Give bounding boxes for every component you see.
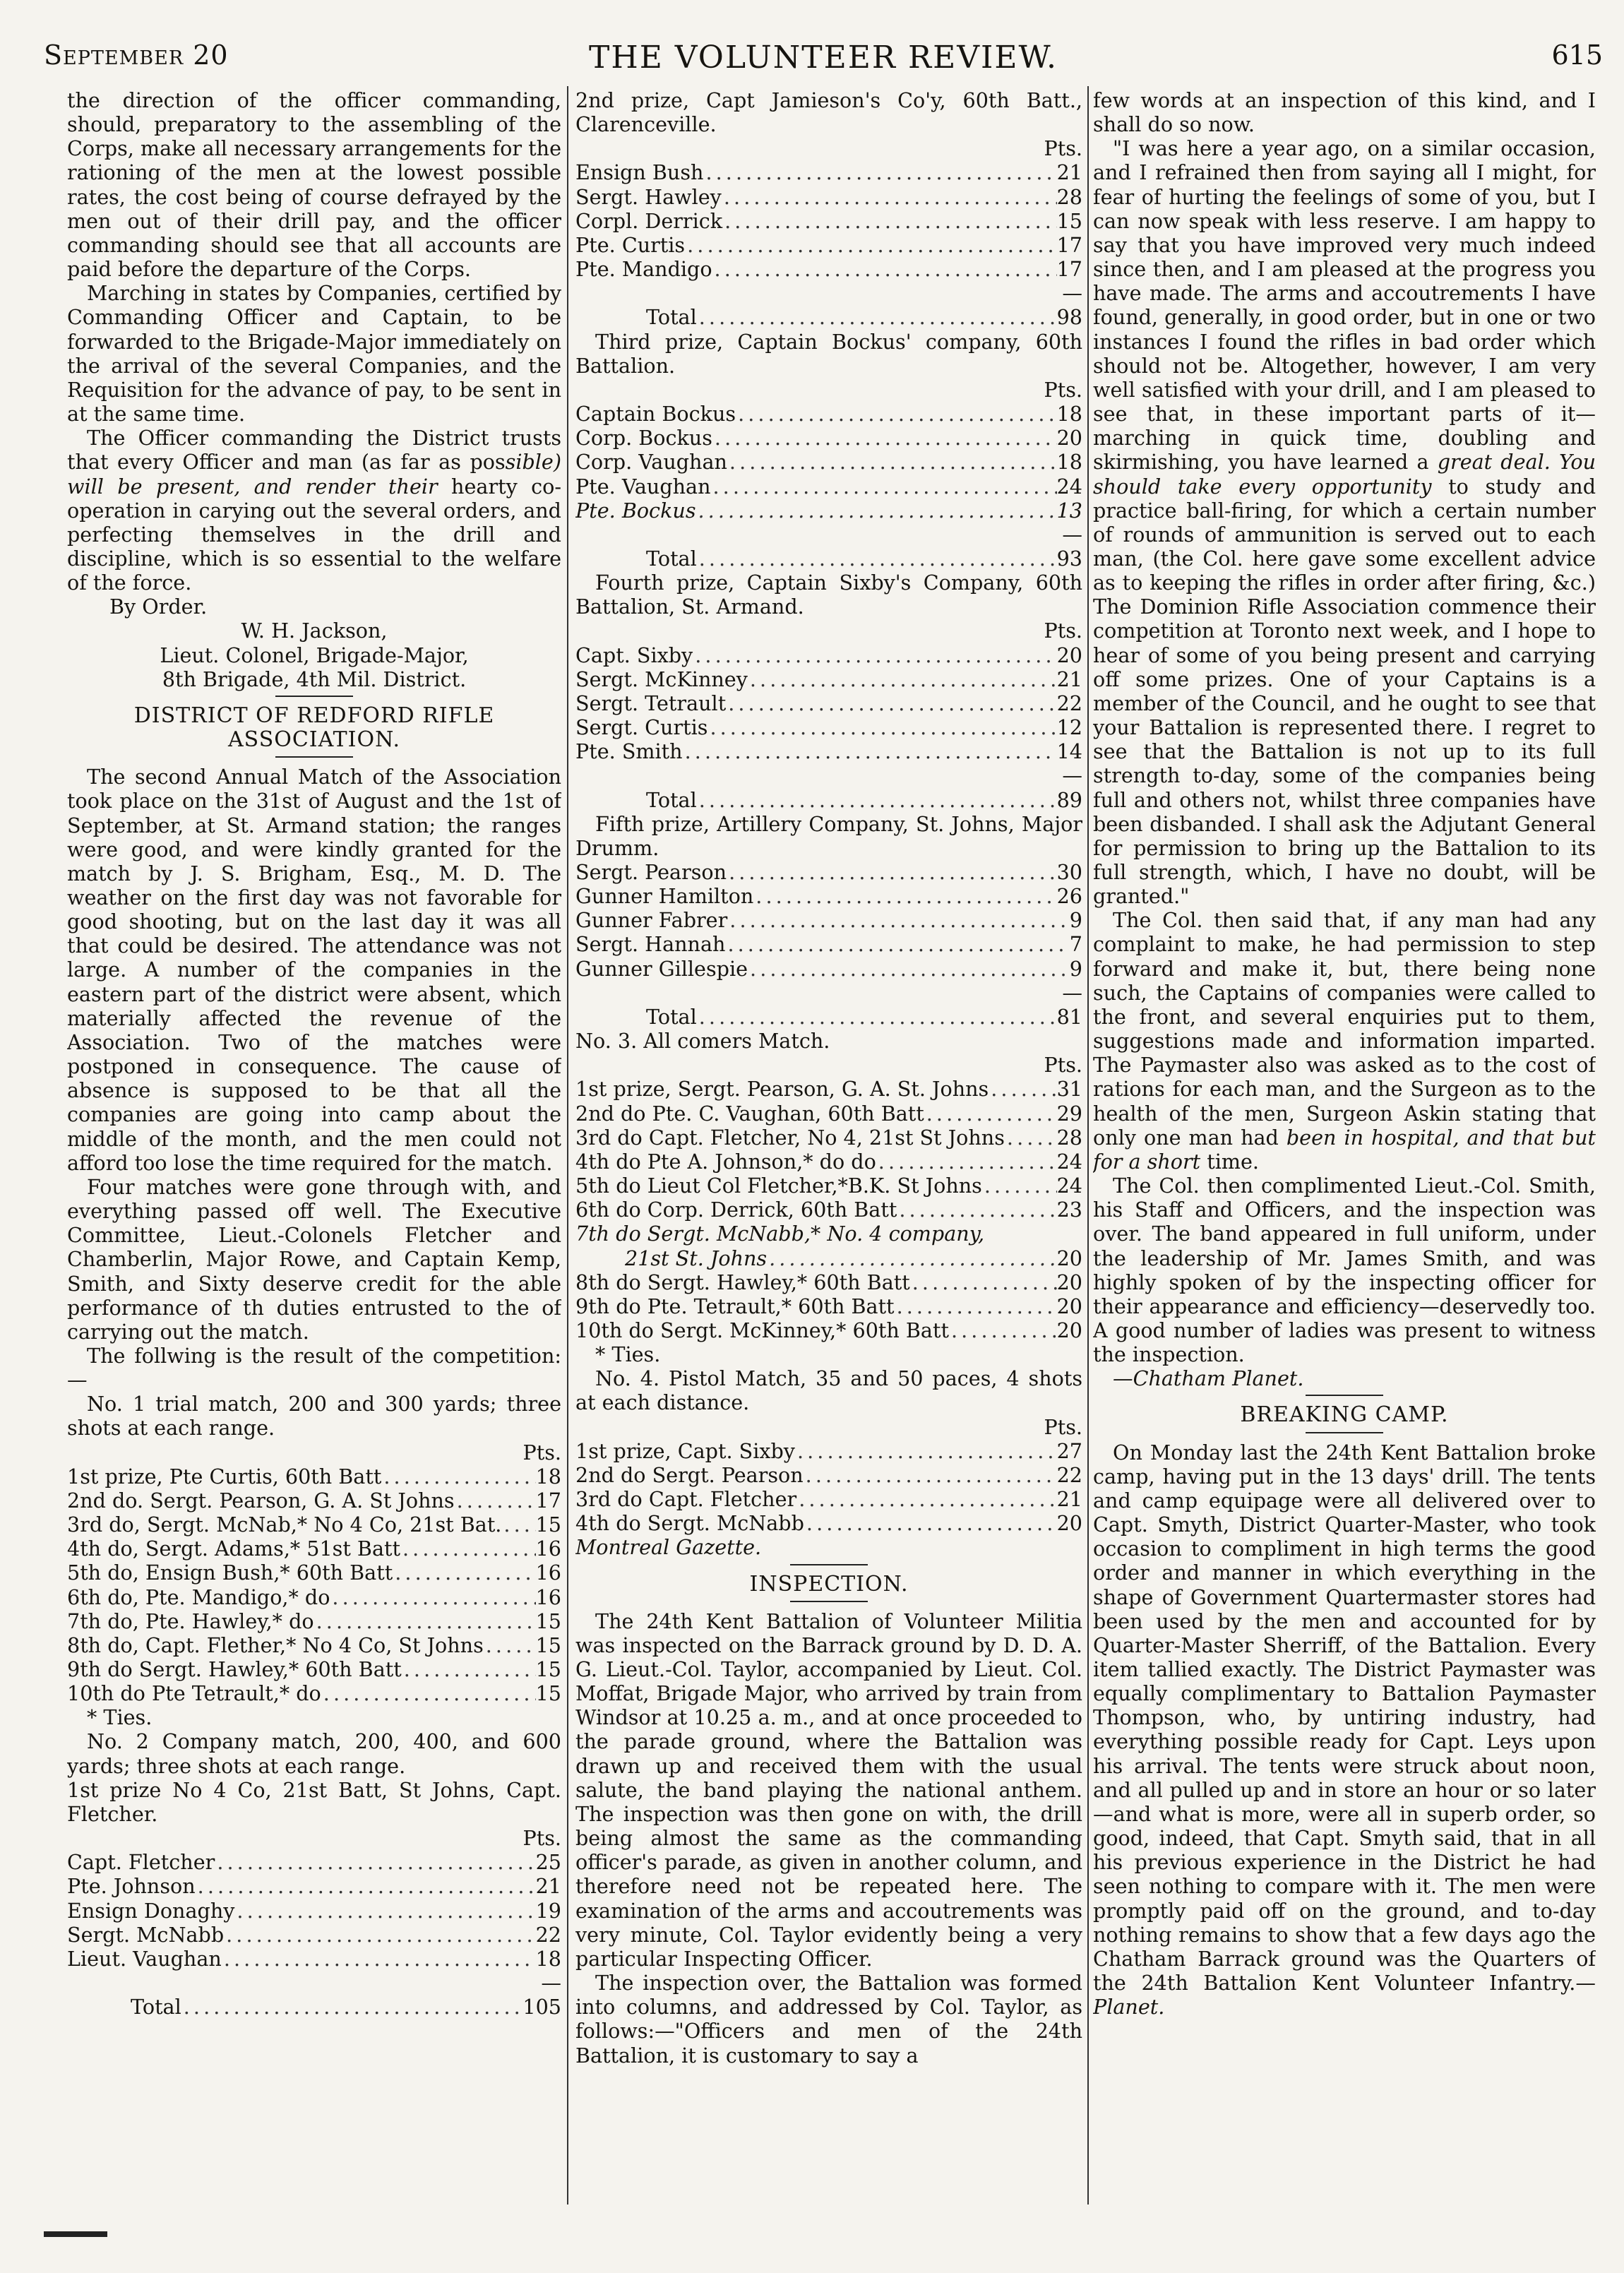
paragraph: The Col. then said that, if any man had any complaint to make, he had permission to step forward and make it, but, there being none such, the Captains of companies were called to the front, and several enquiries put to them, suggestions made and information imparted. The Paymaster also was asked as to the cost of rations for each man, and the Surgeon as to the health of the men, Surgeon Askin stating that only one man had been in hospital, and that but for a short time. — [1093, 908, 1596, 1174]
result-row — [575, 1150, 1082, 1174]
result-label: Sergt. McKinney — [575, 667, 748, 691]
result-label: 10th do Sergt. McKinney,* 60th Batt — [575, 1318, 949, 1342]
leader-dots — [234, 1899, 535, 1923]
result-label: 2nd do Pte. C. Vaughan, 60th Batt — [575, 1101, 924, 1126]
result-points: 13 — [1056, 498, 1082, 523]
result-row — [67, 1561, 561, 1585]
leader-dots — [910, 1270, 1057, 1294]
result-label: 1st prize, Sergt. Pearson, G. A. St. Johns — [575, 1077, 989, 1102]
result-label: Captain Bockus — [575, 402, 736, 426]
page-footer-rule — [44, 2231, 107, 2237]
result-row — [575, 402, 1082, 426]
source-credit: —Chatham Planet. — [1113, 1366, 1304, 1391]
result-label: Sergt. Curtis — [575, 715, 708, 740]
result-row — [575, 1463, 1082, 1487]
result-row — [575, 1318, 1082, 1342]
result-label: 1st prize, Capt. Sixby — [575, 1438, 795, 1463]
result-row — [575, 426, 1082, 450]
result-points: 17 — [1056, 232, 1082, 257]
result-row — [575, 667, 1082, 691]
result-row — [575, 1511, 1082, 1535]
leader-dots — [314, 1609, 536, 1633]
leader-dots — [381, 1464, 535, 1489]
result-row — [67, 1585, 561, 1609]
result-points: 31 — [1056, 1077, 1082, 1102]
result-row — [575, 1198, 1082, 1222]
result-label: 7th do, Pte. Hawley,* do — [67, 1609, 314, 1633]
column-rule — [567, 86, 568, 2205]
result-points: 15 — [535, 1633, 561, 1657]
leader-dots — [712, 257, 1057, 281]
result-points: 18 — [1056, 450, 1082, 475]
result-points: 24 — [1056, 474, 1082, 499]
result-row — [575, 475, 1082, 499]
result-points: 21 — [535, 1874, 561, 1899]
column-2 — [575, 88, 1082, 2214]
result-points: 17 — [535, 1488, 561, 1513]
newspaper-title: THE VOLUNTEER REVIEW. — [588, 40, 1058, 76]
result-points: 25 — [535, 1850, 561, 1875]
result-points: 22 — [535, 1922, 561, 1947]
divider — [275, 696, 353, 697]
result-label: Pte. Smith — [575, 739, 683, 764]
results-list — [67, 1850, 561, 1971]
article-heading: BREAKING CAMP. — [1240, 1402, 1449, 1428]
leader-dots — [501, 1513, 535, 1537]
article-heading: ASSOCIATION. — [228, 727, 400, 753]
leader-dots — [748, 667, 1057, 691]
leader-dots — [895, 1294, 1057, 1318]
result-row — [575, 860, 1082, 884]
paragraph: On Monday last the 24th Kent Battalion broke camp, having put in the 13 days' drill. The tents and camp equipage were all delivered over to Capt. Smyth, District Quarter-Master, who took occasion to compliment in high terms the good order and manner in which everything in the shape of Government Quartermaster stores had been used by the men and accounted for by Quarter-Master Sherriff, of the Battalion. Every item tallied exactly. The District Paymaster was equally complimentary to Battalion Paymaster Thompson, who, by untiring industry, had everything possible ready for Capt. Leys upon his arrival. The tents were struck about noon, and all pulled up and in store an hour or so later—and what is more, were all in superb order, so good, indeed, that Capt. Smyth said, that in all his previous experience in the District he had seen nothing to compare with it. The men were promptly paid off on the ground, and to-day nothing remains to show that a few days ago the Chatham Barrack ground was the Quarters of the 24th Battalion Kent Volunteer Infantry.—Planet. — [1093, 1440, 1596, 2020]
result-points: 19 — [535, 1898, 561, 1923]
total-row: Total . . . 98 — [575, 305, 1082, 329]
signature-name: W. H. Jackson, — [241, 619, 388, 643]
paragraph: Four matches were gone through with, and everything passed off well. The Executive Committee, Lieut.-Colonels Fletcher and Chamberlin, Major Rowe, and Captain Kemp, Smith, and Sixty deserve credit for the able performance of th duties entrusted to the of carrying out the match. — [67, 1174, 561, 1344]
result-label: 4th do Sergt. McNabb — [575, 1511, 804, 1536]
column-3 — [1093, 88, 1596, 2214]
divider — [1306, 1395, 1383, 1396]
ties-note: * Ties. — [595, 1342, 661, 1367]
points-header: Pts. — [1044, 377, 1082, 402]
paragraph: The Col. then complimented Lieut.-Col. Smith, his Staff and Officers, and the inspection was over. The band appeared in full uniform, under the leadership of Mr. James Smith, and was highly spoken of by the inspecting officer for their appearance and efficiency—deservedly too. A good number of ladies was present to witness the inspection. — [1093, 1174, 1596, 1367]
result-points: 21 — [1056, 667, 1082, 691]
result-label: Gunner Gillespie — [575, 956, 748, 981]
leader-dots — [712, 426, 1057, 450]
result-label: 6th do Corp. Derrick, 60th Batt — [575, 1198, 897, 1222]
result-row — [67, 1899, 561, 1923]
dash: — — [1062, 522, 1082, 547]
leader-dots — [949, 1318, 1057, 1342]
result-row — [575, 1102, 1082, 1126]
leader-dots — [722, 185, 1057, 209]
leader-dots — [321, 1681, 536, 1705]
result-points: 7 — [1069, 932, 1082, 957]
result-row — [575, 1174, 1082, 1198]
result-label: Capt. Fletcher — [67, 1850, 215, 1875]
leader-dots — [400, 1537, 536, 1561]
result-label: 5th do, Ensign Bush,* 60th Batt — [67, 1561, 393, 1585]
result-label: Sergt. Hawley — [575, 184, 722, 209]
paragraph: The inspection over, the Battalion was formed into columns, and addressed by Col. Taylor, as follows:—"Officers and men of the 24th Battalion, it is customary to say a — [575, 1971, 1082, 2068]
result-row — [575, 1126, 1082, 1150]
result-label: 3rd do, Sergt. McNab,* No 4 Co, 21st Bat. — [67, 1513, 502, 1537]
result-points: 28 — [1056, 1125, 1082, 1150]
result-label: Sergt. Hannah — [575, 932, 726, 957]
result-row — [575, 1294, 1082, 1318]
paragraph: The 24th Kent Battalion of Volunteer Militia was inspected on the Barrack ground by D. D. A. G. Lieut.-Col. Taylor, accompanied by Lieut. Col. Moffat, Brigade Major, who arrived by train from Windsor at 10.25 a. m., and at once proceeded to the parade ground, where the Battalion was drawn up and received them with the usual salute, the band playing the national anthem. The inspection was then gone on with, the drill being almost the same as the commanding officer's parade, as given in another column, and therefore need not be repeated here. The examination of the arms and accoutrements was very minute, Col. Taylor evidently being a very particular Inspecting Officer. — [575, 1609, 1082, 1971]
article-heading: INSPECTION. — [749, 1571, 909, 1597]
dash: — — [541, 1971, 561, 1995]
result-label: Gunner Hamilton — [575, 884, 754, 909]
results-list — [575, 402, 1082, 523]
leader-dots — [222, 1947, 536, 1971]
paragraph: 2nd prize, Capt Jamieson's Co'y, 60th Batt., Clarenceville. — [575, 88, 1082, 137]
result-label: 3rd do Capt. Fletcher — [575, 1487, 797, 1512]
result-points: 30 — [1056, 860, 1082, 884]
column-1 — [67, 88, 561, 2214]
result-points: 23 — [1056, 1198, 1082, 1222]
page-number: 615 — [1551, 40, 1603, 71]
results-list — [575, 1077, 1082, 1222]
results-list — [575, 160, 1082, 281]
leader-dots — [924, 1102, 1057, 1126]
result-row — [575, 908, 1082, 932]
dash: — — [1062, 763, 1082, 788]
leader-dots — [727, 450, 1057, 474]
dash: — — [1062, 281, 1082, 306]
result-points: 15 — [535, 1681, 561, 1706]
result-row — [67, 1537, 561, 1561]
leader-dots — [693, 643, 1056, 667]
result-label: Sergt. McNabb — [67, 1922, 225, 1947]
result-label: Pte. Bockus — [575, 498, 696, 523]
result-points: 16 — [535, 1585, 561, 1609]
paragraph: No. 1 trial match, 200 and 300 yards; three shots at each range. — [67, 1392, 561, 1440]
result-row — [67, 1633, 561, 1657]
results-list — [575, 1439, 1082, 1536]
leader-dots — [982, 1174, 1057, 1198]
results-list — [575, 1270, 1082, 1342]
paragraph: 1st prize No 4 Co, 21st Batt, St Johns, Capt. Fletcher. — [67, 1777, 561, 1826]
signature-title: 8th Brigade, 4th Mil. District. — [162, 667, 467, 691]
points-header: Pts. — [523, 1826, 561, 1851]
result-row — [575, 884, 1082, 908]
leader-dots — [804, 1511, 1057, 1535]
result-label: Pte. Vaughan — [575, 474, 711, 499]
total-row: Total . . . 93 — [575, 547, 1082, 571]
paragraph: No. 2 Company match, 200, 400, and 600 yards; three shots at each range. — [67, 1729, 561, 1778]
paragraph: "I was here a year ago, on a similar occasion, and I refrained then from saying all I might, for fear of hurting the feelings of some of you, but I can now speak with less reserve. I am happy to say that you have improved very much indeed since then, and I am pleased at the progress you have made. The arms and accoutrements I have found, generally, in good order, but in one or two instances I found the rifles in bad order which should not be. Altogether, however, I am very well satisfied with your drill, and I am pleased to see that, in these important parts of it—marching in quick time, doubling and skirmishing, you have learned a great deal. You should take every opportunity to study and practice ball-firing, for which a certain number of rounds of ammunition is served out to each man, (the Col. here gave some excellent advice as to keeping the rifles in order after firing, &c.) The Dominion Rifle Association commence their competition at Toronto next week, and I hope to hear of some of you being present and carrying off some prizes. One of your Captains is a member of the Council, and he ought to see that your Battalion is represented there. I regret to see that the Battalion is not up to its full strength to-day, some of the companies being full and others not, whilst three companies have been disbanded. I shall ask the Adjutant General for permission to bring up the Battalion to its full strength, which, I have no doubt, will be granted." — [1093, 136, 1596, 909]
leader-dots — [796, 1487, 1056, 1511]
leader-dots — [685, 233, 1057, 257]
result-row — [575, 160, 1082, 184]
paragraph: few words at an inspection of this kind, and I shall do so now. — [1093, 88, 1596, 137]
source-credit: Montreal Gazette. — [575, 1535, 762, 1560]
leader-dots — [393, 1561, 535, 1585]
leader-dots — [726, 691, 1056, 715]
result-row — [67, 1923, 561, 1947]
result-points: 18 — [1056, 402, 1082, 426]
leader-dots — [727, 908, 1070, 932]
leader-dots — [1005, 1126, 1057, 1150]
result-row — [67, 1850, 561, 1874]
result-label: Corpl. Derrick — [575, 208, 723, 233]
article-heading: DISTRICT OF REDFORD RIFLE — [133, 703, 495, 728]
result-points: 18 — [535, 1946, 561, 1971]
divider — [790, 1601, 868, 1602]
result-row — [575, 691, 1082, 715]
result-label: 1st prize, Pte Curtis, 60th Batt — [67, 1464, 382, 1489]
result-points: 18 — [535, 1464, 561, 1489]
result-points: 21 — [1056, 1487, 1082, 1512]
total-row: Total . . . 89 — [575, 788, 1082, 812]
result-label: Corp. Vaughan — [575, 450, 727, 475]
result-points: 22 — [1056, 691, 1082, 715]
result-points: 14 — [1056, 739, 1082, 764]
result-row — [67, 1489, 561, 1513]
result-points: 20 — [1056, 1318, 1082, 1342]
result-label: 8th do, Capt. Flether,* No 4 Co, St Johns — [67, 1633, 484, 1657]
leader-dots — [795, 1439, 1057, 1463]
result-points: 24 — [1056, 1149, 1082, 1174]
result-points: 27 — [1056, 1438, 1082, 1463]
leader-dots — [736, 402, 1057, 426]
result-label: 9th do Sergt. Hawley,* 60th Batt — [67, 1657, 402, 1681]
result-row — [575, 957, 1082, 981]
leader-dots — [711, 475, 1057, 499]
result-row — [67, 1947, 561, 1971]
result-points: 16 — [535, 1537, 561, 1561]
points-header: Pts. — [1044, 1414, 1082, 1439]
results-list — [575, 643, 1082, 764]
result-row — [575, 739, 1082, 763]
result-points: 15 — [535, 1657, 561, 1681]
leader-dots — [215, 1850, 535, 1874]
paragraph: The follwing is the result of the competition:— — [67, 1343, 561, 1392]
points-header: Pts. — [1044, 1053, 1082, 1078]
leader-dots — [683, 739, 1057, 763]
leader-dots — [703, 160, 1056, 184]
result-row — [67, 1657, 561, 1681]
dash: — — [1062, 980, 1082, 1005]
ties-note: * Ties. — [87, 1705, 153, 1730]
leader-dots — [330, 1585, 535, 1609]
result-row — [575, 643, 1082, 667]
result-label: Sergt. Pearson — [575, 860, 727, 884]
divider — [1306, 1432, 1383, 1433]
result-row — [67, 1464, 561, 1489]
result-row — [575, 233, 1082, 257]
result-points: 15 — [1056, 208, 1082, 233]
result-points: 15 — [535, 1609, 561, 1633]
result-points: 15 — [535, 1513, 561, 1537]
result-label: 9th do Pte. Tetrault,* 60th Batt — [575, 1294, 895, 1318]
result-points: 21 — [1056, 160, 1082, 185]
result-row: 21st St. Johns . . . 20 — [575, 1246, 1082, 1270]
result-row — [575, 932, 1082, 956]
result-label: Ensign Bush — [575, 160, 704, 185]
leader-dots — [722, 209, 1057, 233]
result-label: Pte. Curtis — [575, 232, 686, 257]
result-row — [575, 257, 1082, 281]
result-label: 2nd do. Sergt. Pearson, G. A. St Johns — [67, 1488, 455, 1513]
result-label: 5th do Lieut Col Fletcher,*B.K. St Johns — [575, 1174, 982, 1198]
total-row: Total . . . 81 — [575, 1005, 1082, 1029]
result-label: 4th do, Sergt. Adams,* 51st Batt — [67, 1537, 400, 1561]
result-row — [67, 1681, 561, 1705]
leader-dots — [725, 932, 1069, 956]
paragraph: Fourth prize, Captain Sixby's Company, 60th Battalion, St. Armand. — [575, 571, 1082, 619]
leader-dots — [753, 884, 1056, 908]
result-label: 8th do Sergt. Hawley,* 60th Batt — [575, 1270, 910, 1294]
result-row — [575, 1270, 1082, 1294]
result-row — [575, 715, 1082, 739]
leader-dots — [707, 715, 1056, 739]
column-rule — [1087, 86, 1089, 2205]
result-row: 7th do Sergt. McNabb,* No. 4 company, — [575, 1222, 985, 1246]
result-points: 20 — [1056, 643, 1082, 667]
result-points: 26 — [1056, 884, 1082, 909]
result-label: Gunner Fabrer — [575, 908, 728, 933]
result-points: 22 — [1056, 1462, 1082, 1487]
result-label: Sergt. Tetrault — [575, 691, 727, 715]
result-points: 28 — [1056, 184, 1082, 209]
page-header — [44, 34, 1603, 76]
result-label: 2nd do Sergt. Pearson — [575, 1462, 804, 1487]
result-row — [575, 450, 1082, 474]
paragraph: Marching in states by Companies, certified by Commanding Officer and Captain, to be forwarded to the Brigade-Major immediately on the arrival of the several Companies, and the Requisition for the advance of pay, to be sent in at the same time. — [67, 281, 561, 426]
result-points: 12 — [1056, 715, 1082, 740]
results-list — [575, 860, 1082, 981]
order-line: By Order. — [109, 595, 208, 619]
result-row — [575, 1487, 1082, 1511]
result-row — [67, 1609, 561, 1633]
result-points: 20 — [1056, 1511, 1082, 1536]
leader-dots — [876, 1150, 1057, 1174]
result-row — [575, 499, 1082, 523]
result-points: 9 — [1069, 908, 1082, 933]
result-label: Corp. Bockus — [575, 426, 712, 451]
leader-dots — [989, 1077, 1056, 1101]
result-label: 4th do Pte A. Johnson,* do do — [575, 1149, 876, 1174]
leader-dots — [897, 1198, 1056, 1222]
result-row — [575, 185, 1082, 209]
result-label: 3rd do Capt. Fletcher, No 4, 21st St Johns — [575, 1125, 1005, 1150]
paragraph: The Officer commanding the District trusts that every Officer and man (as far as possible) will be present, and render their hearty co-operation in carying out the several orders, and perfecting themselves in the drill and discipline, which is so essential to the welfare of the force. — [67, 426, 561, 595]
result-label: Capt. Sixby — [575, 643, 693, 667]
points-header: Pts. — [1044, 136, 1082, 161]
result-points: 24 — [1056, 1174, 1082, 1198]
paragraph: No. 3. All comers Match. — [575, 1029, 830, 1054]
result-row — [575, 1077, 1082, 1101]
signature-title: Lieut. Colonel, Brigade-Major, — [160, 643, 469, 667]
result-points: 29 — [1056, 1101, 1082, 1126]
leader-dots — [696, 499, 1057, 523]
leader-dots — [748, 957, 1070, 981]
result-label: 10th do Pte Tetrault,* do — [67, 1681, 321, 1706]
result-points: 9 — [1069, 956, 1082, 981]
paragraph: Fifth prize, Artillery Company, St. Johns, Major Drumm. — [575, 811, 1082, 860]
result-label: Ensign Donaghy — [67, 1898, 235, 1923]
leader-dots — [224, 1923, 535, 1947]
result-points: 17 — [1056, 257, 1082, 282]
result-label: 6th do, Pte. Mandigo,* do — [67, 1585, 330, 1609]
leader-dots — [484, 1633, 536, 1657]
total-row: Total . . . 105 — [67, 1995, 561, 2019]
result-points: 20 — [1056, 1294, 1082, 1318]
paragraph: The second Annual Match of the Association took place on the 31st of August and the 1st of September, at St. Armand station; the ranges were good, and were kindly granted for the match by J. S. Brigham, Esq., M. D. The weather on the first day was not favorable for good shooting, but on the last day it was all that could be desired. The attendance was not large. A number of the companies in the eastern part of the district were absent, which materially affected the revenue of the Association. Two of the matches were postponed in consequence. The cause of absence is supposed to be that all the companies are going into camp about the middle of the month, and the men could not afford too lose the time required for the match. — [67, 765, 561, 1175]
result-points: 20 — [1056, 426, 1082, 451]
points-header: Pts. — [523, 1440, 561, 1464]
result-label: Pte. Mandigo — [575, 257, 712, 282]
leader-dots — [455, 1489, 536, 1513]
points-header: Pts. — [1044, 619, 1082, 643]
result-label: Lieut. Vaughan — [67, 1946, 222, 1971]
paragraph: No. 4. Pistol Match, 35 and 50 paces, 4 shots at each distance. — [575, 1366, 1082, 1415]
leader-dots — [727, 860, 1057, 884]
paragraph: Third prize, Captain Bockus' company, 60th Battalion. — [575, 329, 1082, 378]
result-row — [67, 1874, 561, 1898]
leader-dots — [804, 1463, 1057, 1487]
paragraph: the direction of the officer commanding, should, preparatory to the assembling of the Corps, make all necessary arrangements for the rationing of the men at the lowest possible rates, the cost being of course defrayed by the men out of their drill pay, and the officer commanding should see that all accounts are paid before the departure of the Corps. — [67, 88, 561, 282]
divider — [790, 1564, 868, 1565]
leader-dots — [402, 1657, 536, 1681]
leader-dots — [196, 1874, 536, 1898]
result-row — [575, 1439, 1082, 1463]
header-date: September 20 — [44, 40, 229, 71]
results-list — [67, 1464, 561, 1706]
result-points: 20 — [1056, 1270, 1082, 1294]
result-row — [67, 1513, 561, 1537]
result-row — [575, 209, 1082, 233]
result-label: Pte. Johnson — [67, 1874, 196, 1899]
divider — [275, 756, 353, 758]
result-points: 16 — [535, 1561, 561, 1585]
